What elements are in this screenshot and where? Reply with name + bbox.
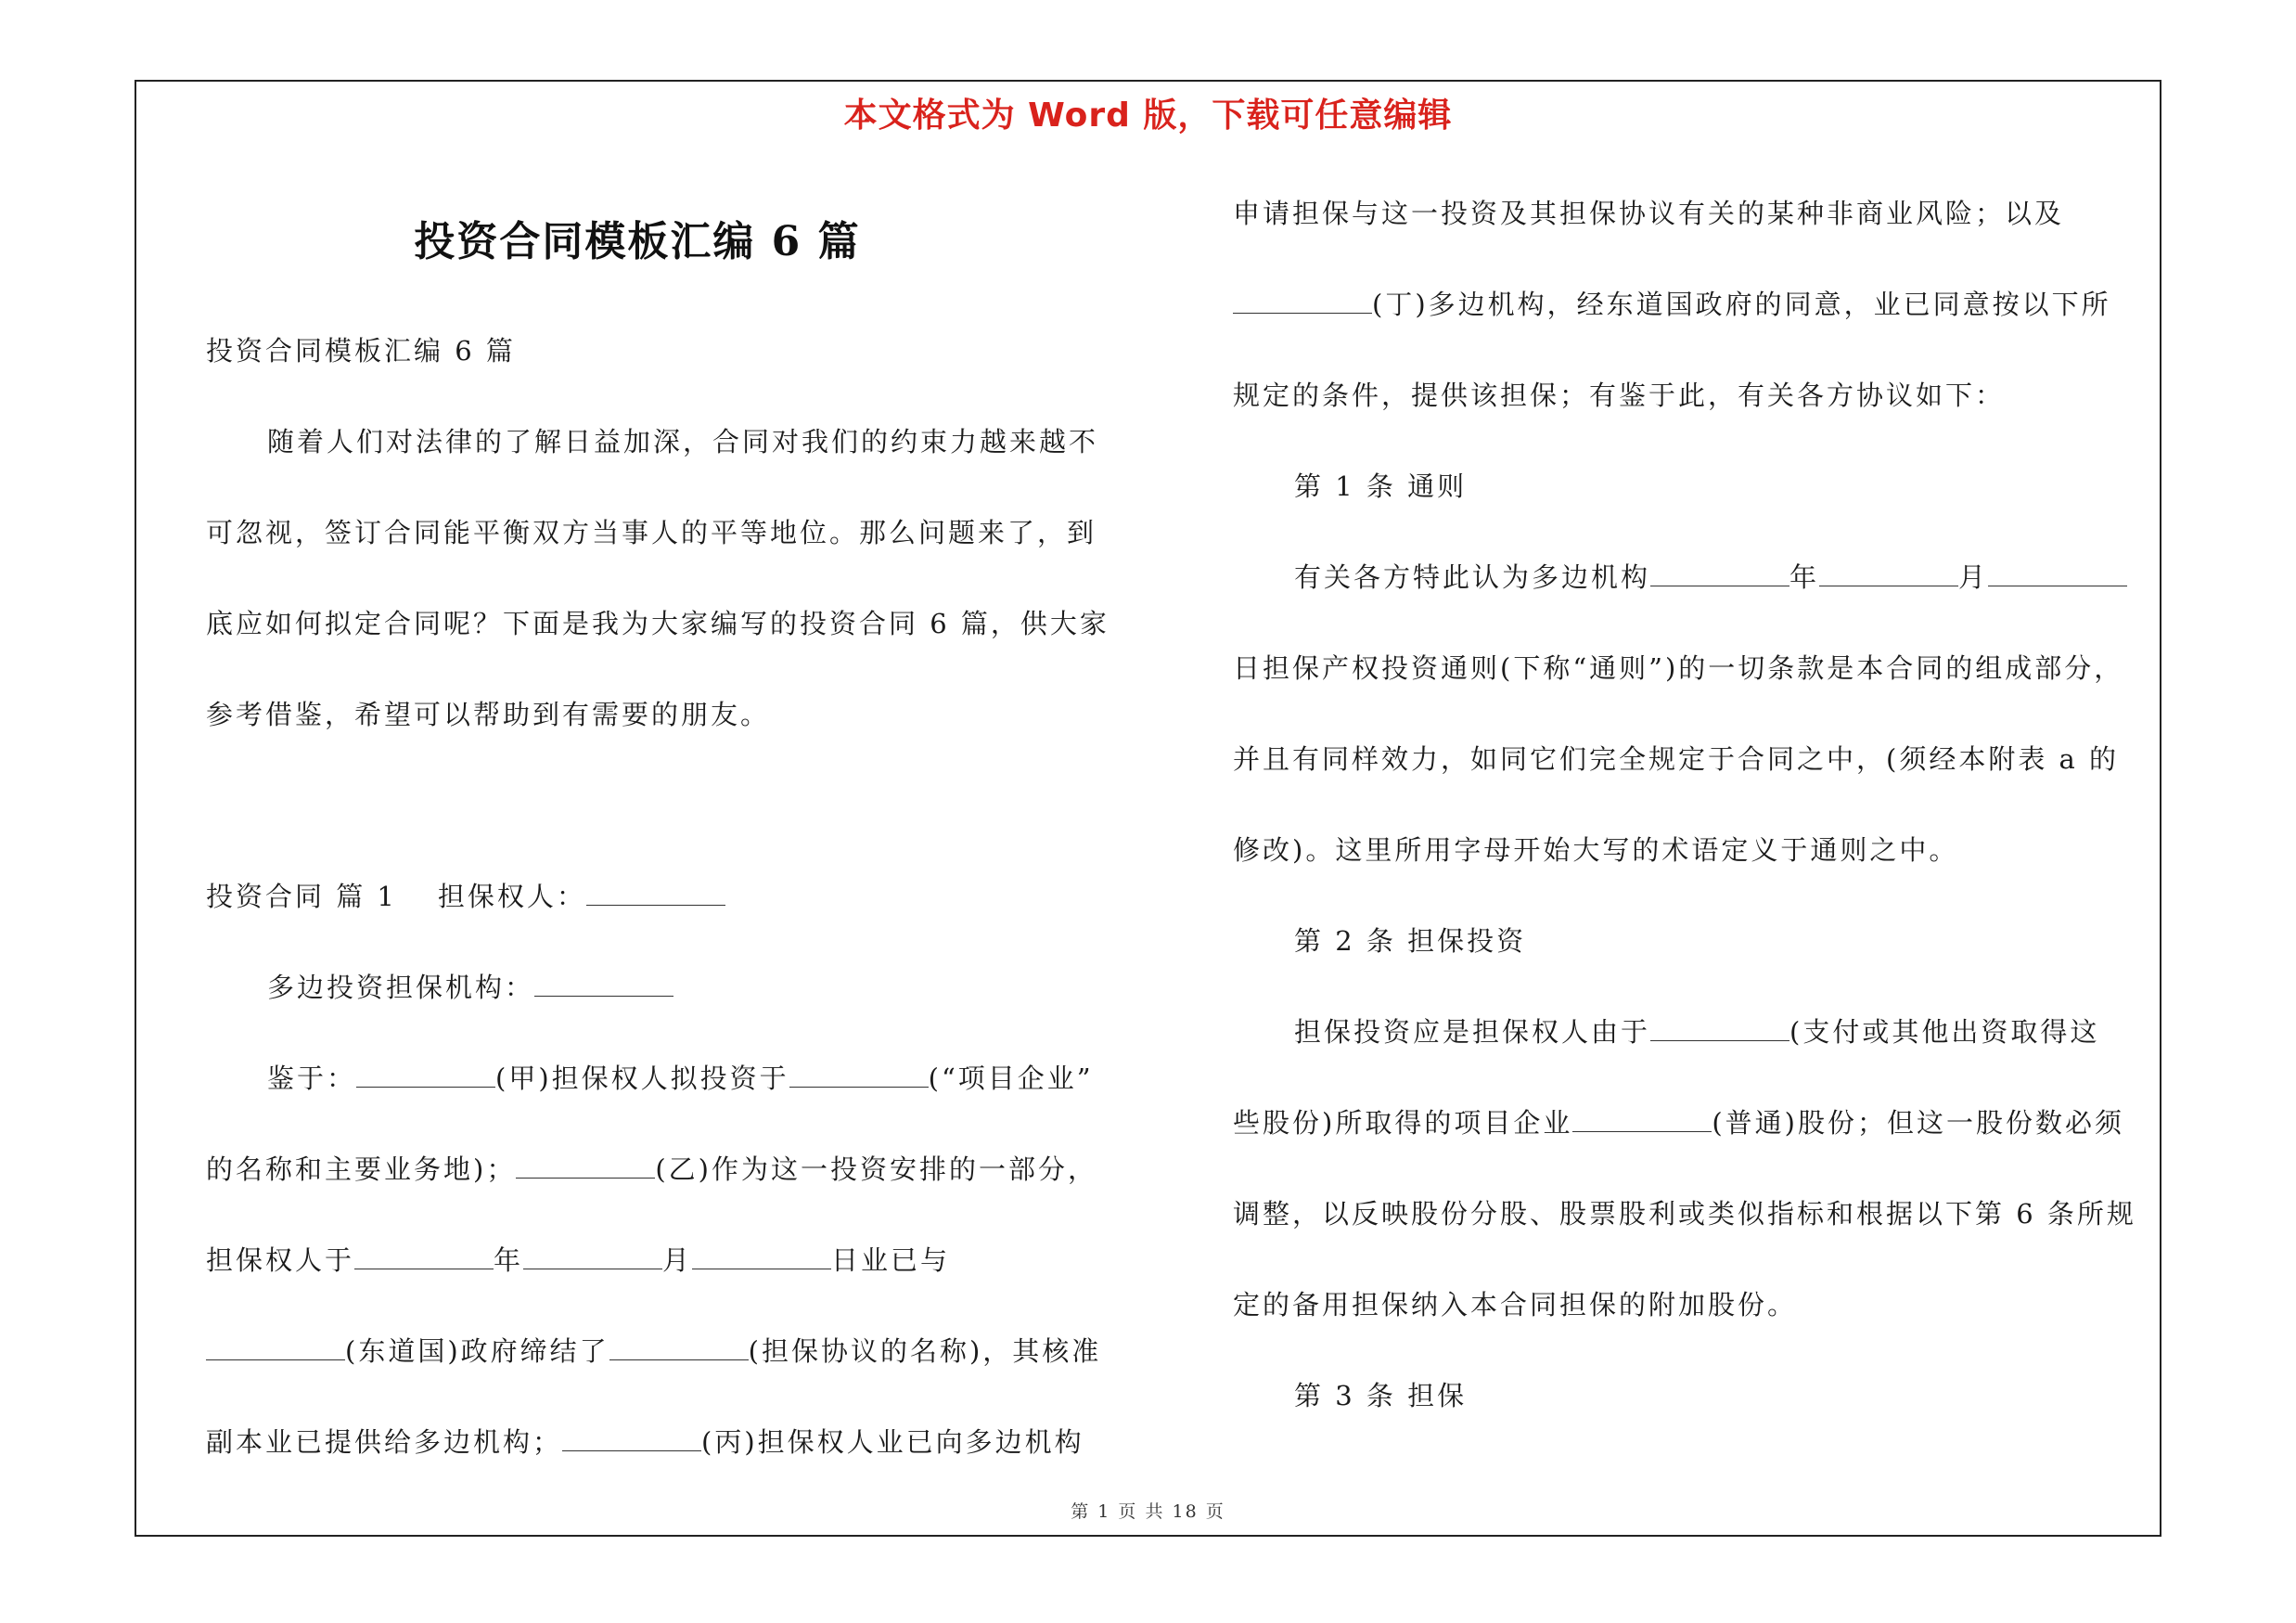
whereas-line-1 [267,1060,1094,1097]
body-text: (丁)多边机构，经东道国政府的同意，业已同意按以下所 [1372,289,2111,320]
body-text: 担保投资应是担保权人由于 [1294,1016,1651,1048]
body-text: (支付或其他出资取得这 [1789,1016,2100,1048]
whereas-text: (甲)担保权人拟投资于 [495,1063,789,1094]
right-line-7: 修改)。这里所用字母开始大写的术语定义于通则之中。 [1233,834,1959,866]
page-number-footer: 第 1 页 共 18 页 [1071,1501,1225,1522]
blank-field [354,1244,494,1269]
whereas-text: (“项目企业” [928,1063,1094,1094]
blank-field [1572,1107,1712,1132]
intro-line-1: 随着人们对法律的了解日益加深，合同对我们的约束力越来越不 [267,426,1099,457]
whereas-text: (东道国)政府缔结了 [345,1335,609,1367]
blank-field [586,881,725,906]
article-3-heading: 第 3 条 担保 [1294,1380,1468,1411]
blank-field [692,1244,831,1269]
body-text: 年 [1789,561,1820,593]
right-line-6: 并且有同样效力，如同它们完全规定于合同之中，(须经本附表 a 的 [1233,743,2120,775]
intro-line-3: 底应如何拟定合同呢？下面是我为大家编写的投资合同 6 篇，供大家 [206,608,1110,639]
body-text: (普通)股份；但这一股份数必须 [1712,1107,2124,1139]
right-line-10: 调整，以反映股份分股、股票股利或类似指标和根据以下第 6 条所规 [1233,1198,2136,1230]
whereas-text: 担保权人于 [206,1244,355,1276]
right-line-11: 定的备用担保纳入本合同担保的附加股份。 [1233,1289,1798,1320]
article-1-heading: 第 1 条 通则 [1294,470,1468,502]
document-title: 投资合同模板汇编 6 篇 [414,218,861,265]
whereas-line-3 [206,1242,950,1279]
whereas-text: 鉴于： [267,1063,357,1094]
right-line-5: 日担保产权投资通则(下称“通则”)的一切条款是本合同的组成部分， [1233,652,2124,684]
whereas-line-2 [206,1151,1097,1188]
whereas-line-5 [206,1423,1084,1461]
blank-field [1819,561,1958,586]
format-banner: 本文格式为 Word 版，下载可任意编辑 [843,97,1453,135]
section-1-line [206,878,725,915]
section-heading: 投资合同 篇 1 [206,881,397,912]
blank-field [534,972,673,997]
whereas-text: 年 [494,1244,524,1276]
intro-line-4: 参考借鉴，希望可以帮助到有需要的朋友。 [206,699,771,730]
blank-field [516,1153,655,1179]
right-line-3: 规定的条件，提供该担保；有鉴于此，有关各方协议如下： [1233,380,2006,411]
agency-label: 多边投资担保机构： [267,972,535,1003]
right-line-2 [1233,286,2111,323]
blank-field [1650,561,1789,586]
whereas-text: 的名称和主要业务地)； [206,1153,517,1185]
body-text: 些股份)所取得的项目企业 [1233,1107,1573,1139]
document-subtitle: 投资合同模板汇编 6 篇 [206,335,516,367]
right-line-4 [1294,559,2127,596]
whereas-text: (乙)作为这一投资安排的一部分， [655,1153,1097,1185]
blank-field [1650,1016,1789,1041]
body-text: 有关各方特此认为多边机构 [1294,561,1651,593]
whereas-text: (担保协议的名称)，其核准 [748,1335,1102,1367]
whereas-text: 月 [662,1244,693,1276]
intro-line-2: 可忽视，签订合同能平衡双方当事人的平等地位。那么问题来了，到 [206,517,1097,548]
right-line-8 [1294,1013,2099,1050]
body-text: 月 [1958,561,1989,593]
blank-field [609,1335,749,1360]
blank-field [1233,289,1372,314]
guarantor-label: 担保权人： [437,881,586,912]
article-2-heading: 第 2 条 担保投资 [1294,925,1527,957]
right-line-9 [1233,1104,2124,1141]
right-line-1: 申请担保与这一投资及其担保协议有关的某种非商业风险；以及 [1233,198,2065,229]
blank-field [523,1244,662,1269]
blank-field [206,1335,345,1360]
agency-line [267,969,673,1006]
whereas-text: 副本业已提供给多边机构； [206,1426,563,1458]
whereas-line-4 [206,1333,1101,1370]
whereas-text: (丙)担保权人业已向多边机构 [701,1426,1084,1458]
blank-field [562,1426,701,1451]
whereas-text: 日业已与 [831,1244,951,1276]
blank-field [356,1063,495,1088]
blank-field [789,1063,929,1088]
blank-field [1988,561,2127,586]
